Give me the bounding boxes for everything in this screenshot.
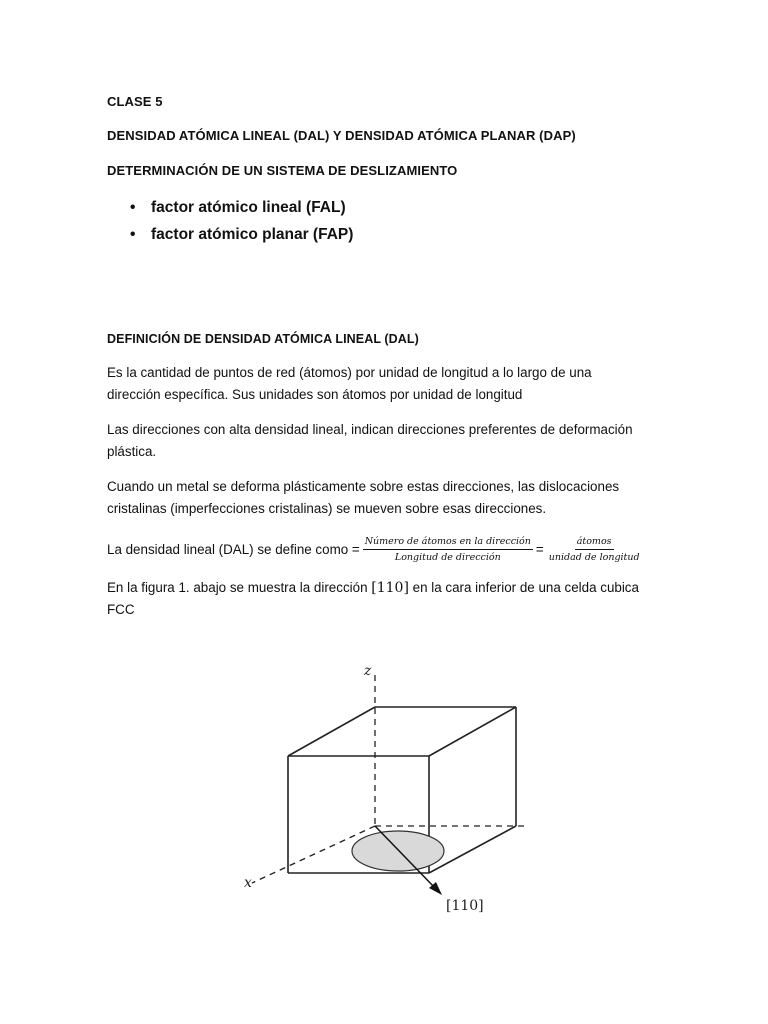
cube-edge [429, 707, 516, 756]
paragraph-line: dirección específica. Sus unidades son átomos por unidad de longitud [107, 387, 523, 402]
x-axis-label: x [244, 875, 252, 891]
fraction-numerator: Número de átomos en la dirección [363, 536, 533, 550]
fraction-numerator: átomos [575, 536, 614, 550]
fraction-denominator: unidad de longitud [548, 551, 640, 563]
cube-diagram [230, 655, 550, 925]
section-heading: DEFINICIÓN DE DENSIDAD ATÓMICA LINEAL (DAL) [107, 332, 419, 346]
linear-density-formula [107, 533, 645, 565]
direction-notation: [110] [371, 580, 409, 596]
fraction-units [547, 536, 642, 563]
paragraph-line: FCC [107, 602, 135, 617]
bullet-text: factor atómico lineal (FAL) [151, 199, 346, 216]
main-heading: DENSIDAD ATÓMICA LINEAL (DAL) Y DENSIDAD ATÓMICA PLANAR (DAP) [107, 128, 576, 143]
cube-edge [288, 707, 375, 756]
atom-shaded [352, 831, 444, 871]
text-segment: en la cara inferior de una celda cubica [412, 580, 639, 595]
paragraph-definition [107, 362, 667, 406]
bullet-icon: • [130, 199, 136, 216]
bullet-list [130, 197, 353, 251]
sub-heading: DETERMINACIÓN DE UN SISTEMA DE DESLIZAMIENTO [107, 163, 458, 178]
figure-fcc-cell [230, 655, 550, 930]
paragraph-deformation [107, 476, 667, 520]
paragraph-directions [107, 419, 667, 463]
paragraph-line: Las direcciones con alta densidad lineal, indican direcciones preferentes de deformación [107, 422, 633, 437]
paragraph-line: Es la cantidad de puntos de red (átomos) por unidad de longitud a lo largo de una [107, 365, 592, 380]
paragraph-line: plástica. [107, 444, 157, 459]
paragraph-figure-intro [107, 577, 667, 621]
paragraph-line: cristalinas (imperfecciones cristalinas) se mueven sobre esas direcciones. [107, 501, 547, 516]
formula-lead: La densidad lineal (DAL) se define como = [107, 541, 360, 557]
fraction-definition [363, 536, 533, 563]
z-axis-label: z [364, 663, 372, 679]
bullet-item [130, 197, 353, 224]
direction-label: [110] [446, 898, 484, 914]
text-segment: En la figura 1. abajo se muestra la dirección [107, 580, 368, 595]
fraction-denominator: Longitud de dirección [394, 551, 501, 563]
class-title: CLASE 5 [107, 94, 163, 109]
formula-equals: = [535, 541, 544, 557]
bullet-icon: • [130, 226, 136, 243]
bullet-text: factor atómico planar (FAP) [151, 226, 354, 243]
paragraph-line: Cuando un metal se deforma plásticamente sobre estas direcciones, las dislocaciones [107, 479, 620, 494]
paragraph-line [107, 577, 667, 599]
bullet-item [130, 224, 353, 251]
